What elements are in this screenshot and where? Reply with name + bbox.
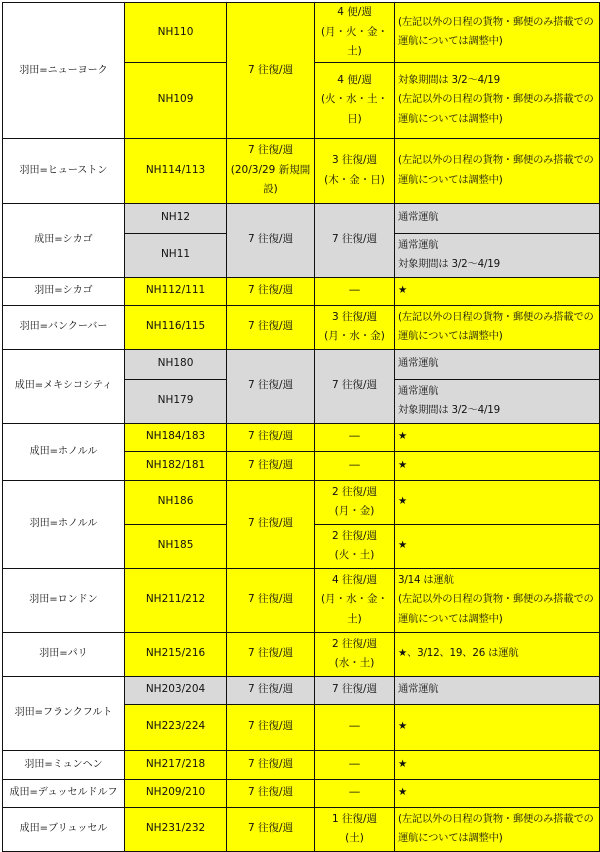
flight-number: NH184/183 bbox=[125, 423, 227, 451]
note-cell: 通常運航 対象期間は 3/2～4/19 bbox=[395, 233, 600, 277]
table-row bbox=[3, 349, 600, 379]
frequency-cell: 7 往復/週 bbox=[227, 676, 315, 704]
route-cell: 羽田=パリ bbox=[3, 632, 125, 676]
flight-number: NH203/204 bbox=[125, 676, 227, 704]
weekly-cell: 4 便/週 (火・水・土・日) bbox=[315, 62, 395, 138]
note-cell: ★ bbox=[395, 779, 600, 807]
note-cell: (左記以外の日程の貨物・郵便のみ搭載での運航については調整中) bbox=[395, 305, 600, 349]
route-cell: 羽田=ロンドン bbox=[3, 568, 125, 632]
route-cell: 成田=ブリュッセル bbox=[3, 807, 125, 851]
frequency-cell: 7 往復/週 bbox=[227, 203, 315, 277]
note-cell: (左記以外の日程の貨物・郵便のみ搭載での運航については調整中) bbox=[395, 138, 600, 203]
note-cell: 通常運航 bbox=[395, 676, 600, 704]
note-cell: ★ bbox=[395, 277, 600, 305]
frequency-cell: 7 往復/週 bbox=[227, 632, 315, 676]
flight-number: NH114/113 bbox=[125, 138, 227, 203]
table-row bbox=[3, 807, 600, 851]
table-row bbox=[3, 480, 600, 524]
weekly-cell: ― bbox=[315, 423, 395, 451]
frequency-cell: 7 往復/週 bbox=[227, 451, 315, 480]
frequency-cell: 7 往復/週 bbox=[227, 704, 315, 750]
table-row bbox=[3, 632, 600, 676]
note-cell: ★、3/12、19、26 は運航 bbox=[395, 632, 600, 676]
frequency-cell: 7 往復/週 bbox=[227, 3, 315, 139]
weekly-cell: 1 往復/週 (土) bbox=[315, 807, 395, 851]
weekly-cell: ― bbox=[315, 704, 395, 750]
flight-number: NH110 bbox=[125, 3, 227, 63]
frequency-cell: 7 往復/週 bbox=[227, 277, 315, 305]
note-cell: 対象期間は 3/2～4/19 (左記以外の日程の貨物・郵便のみ搭載での運航については調整中) bbox=[395, 62, 600, 138]
frequency-cell: 7 往復/週 bbox=[227, 349, 315, 423]
weekly-cell: 4 便/週 (月・火・金・土) bbox=[315, 3, 395, 63]
weekly-cell: 2 往復/週 (火・土) bbox=[315, 524, 395, 568]
route-cell: 羽田=フランクフルト bbox=[3, 676, 125, 750]
frequency-cell: 7 往復/週 bbox=[227, 423, 315, 451]
flight-number: NH179 bbox=[125, 379, 227, 423]
route-cell: 羽田=シカゴ bbox=[3, 277, 125, 305]
flight-number: NH11 bbox=[125, 233, 227, 277]
route-cell: 成田=ホノルル bbox=[3, 423, 125, 480]
table-row bbox=[3, 676, 600, 704]
flight-number: NH231/232 bbox=[125, 807, 227, 851]
table-row bbox=[3, 779, 600, 807]
note-cell: ★ bbox=[395, 423, 600, 451]
flight-number: NH186 bbox=[125, 480, 227, 524]
frequency-cell: 7 往復/週 bbox=[227, 480, 315, 568]
route-cell: 羽田=ニューヨーク bbox=[3, 3, 125, 139]
route-cell: 成田=シカゴ bbox=[3, 203, 125, 277]
flight-number: NH223/224 bbox=[125, 704, 227, 750]
weekly-cell: ― bbox=[315, 277, 395, 305]
table-row bbox=[3, 423, 600, 451]
flight-number: NH209/210 bbox=[125, 779, 227, 807]
weekly-cell: ― bbox=[315, 750, 395, 779]
note-cell: (左記以外の日程の貨物・郵便のみ搭載での運航については調整中) bbox=[395, 807, 600, 851]
table-row bbox=[3, 277, 600, 305]
route-cell: 羽田=ホノルル bbox=[3, 480, 125, 568]
weekly-cell: 2 往復/週 (水・土) bbox=[315, 632, 395, 676]
flight-number: NH180 bbox=[125, 349, 227, 379]
flight-number: NH211/212 bbox=[125, 568, 227, 632]
weekly-cell: 7 往復/週 bbox=[315, 203, 395, 277]
note-cell: 3/14 は運航 (左記以外の日程の貨物・郵便のみ搭載での運航については調整中) bbox=[395, 568, 600, 632]
route-cell: 羽田=ミュンヘン bbox=[3, 750, 125, 779]
weekly-cell: ― bbox=[315, 779, 395, 807]
flight-number: NH109 bbox=[125, 62, 227, 138]
flight-number: NH182/181 bbox=[125, 451, 227, 480]
note-cell: ★ bbox=[395, 451, 600, 480]
table-row bbox=[3, 305, 600, 349]
weekly-cell: 2 往復/週 (月・金) bbox=[315, 480, 395, 524]
weekly-cell: 3 往復/週 (月・水・金) bbox=[315, 305, 395, 349]
frequency-cell: 7 往復/週 bbox=[227, 305, 315, 349]
flight-number: NH12 bbox=[125, 203, 227, 233]
note-cell: 通常運航 対象期間は 3/2～4/19 bbox=[395, 379, 600, 423]
route-cell: 成田=デュッセルドルフ bbox=[3, 779, 125, 807]
note-cell: (左記以外の日程の貨物・郵便のみ搭載での運航については調整中) bbox=[395, 3, 600, 63]
note-cell: ★ bbox=[395, 704, 600, 750]
frequency-cell: 7 往復/週 bbox=[227, 750, 315, 779]
route-cell: 羽田=ヒューストン bbox=[3, 138, 125, 203]
flight-number: NH217/218 bbox=[125, 750, 227, 779]
weekly-cell: 7 往復/週 bbox=[315, 676, 395, 704]
frequency-cell: 7 往復/週 (20/3/29 新規開設) bbox=[227, 138, 315, 203]
frequency-cell: 7 往復/週 bbox=[227, 568, 315, 632]
table-row bbox=[3, 3, 600, 63]
note-cell: 通常運航 bbox=[395, 203, 600, 233]
flight-schedule-table bbox=[2, 2, 600, 852]
weekly-cell: 3 往復/週 (木・金・日) bbox=[315, 138, 395, 203]
weekly-cell: ― bbox=[315, 451, 395, 480]
flight-number: NH185 bbox=[125, 524, 227, 568]
flight-number: NH112/111 bbox=[125, 277, 227, 305]
flight-number: NH215/216 bbox=[125, 632, 227, 676]
flight-number: NH116/115 bbox=[125, 305, 227, 349]
note-cell: 通常運航 bbox=[395, 349, 600, 379]
frequency-cell: 7 往復/週 bbox=[227, 779, 315, 807]
weekly-cell: 4 往復/週 (月・水・金・土) bbox=[315, 568, 395, 632]
frequency-cell: 7 往復/週 bbox=[227, 807, 315, 851]
route-cell: 羽田=バンクーバー bbox=[3, 305, 125, 349]
note-cell: ★ bbox=[395, 480, 600, 524]
table-row bbox=[3, 568, 600, 632]
table-row bbox=[3, 750, 600, 779]
note-cell: ★ bbox=[395, 524, 600, 568]
note-cell: ★ bbox=[395, 750, 600, 779]
route-cell: 成田=メキシコシティ bbox=[3, 349, 125, 423]
weekly-cell: 7 往復/週 bbox=[315, 349, 395, 423]
table-row bbox=[3, 203, 600, 233]
table-row bbox=[3, 138, 600, 203]
